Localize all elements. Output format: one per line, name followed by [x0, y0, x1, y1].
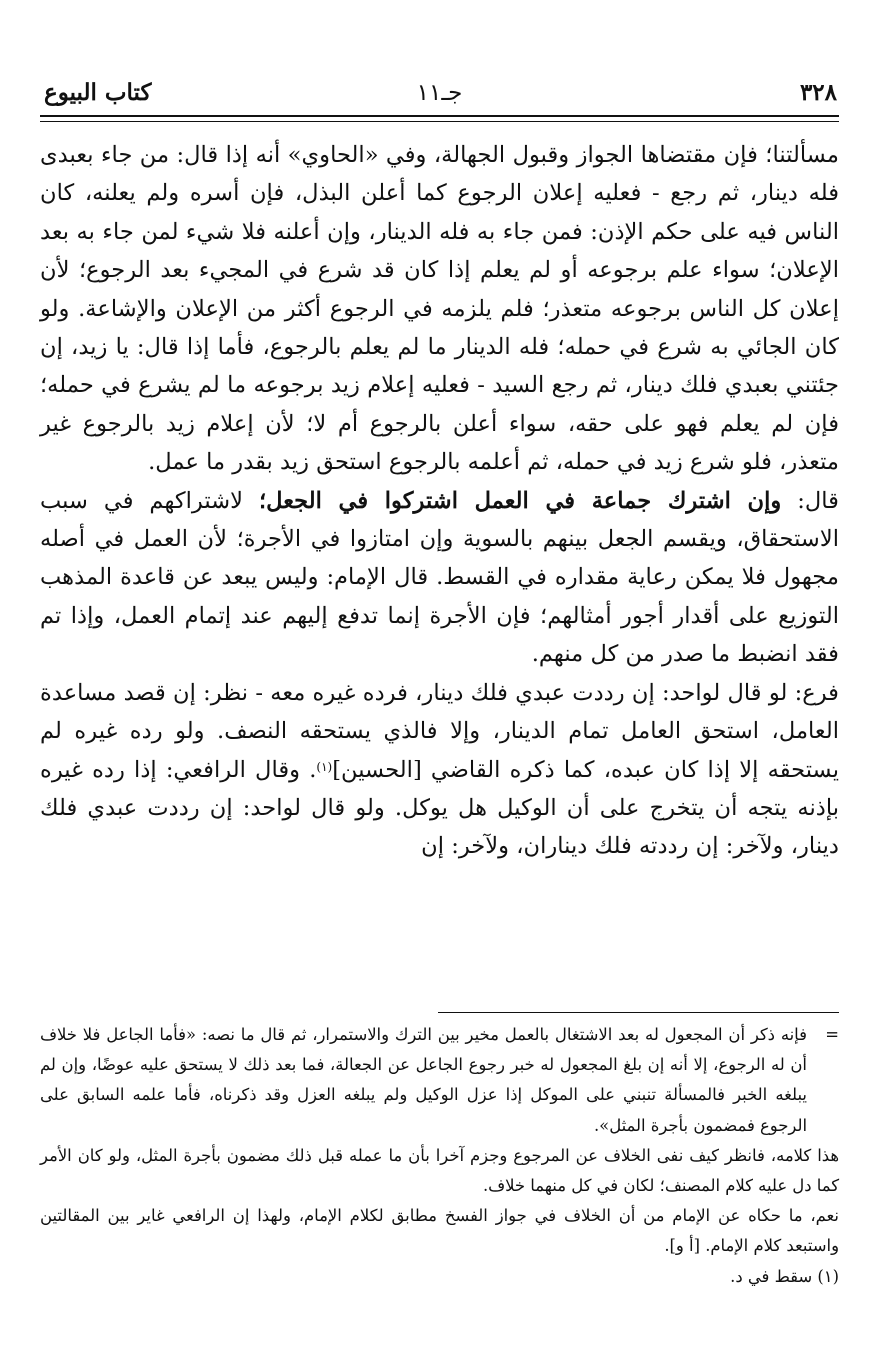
paragraph-2 — [40, 482, 839, 674]
paragraph-2-rest: لاشتراكهم في سبب الاستحقاق، ويقسم الجعل بينهم بالسوية وإن امتازوا في الأجرة؛ لأن العمل في أصله مجهول فلا يمكن رعاية مقداره في القسط. قال الإمام: وليس يبعد عن قاعدة المذهب التوزيع على أقدار أجور أمثالهم؛ فإن الأجرة إنما تدفع إليهم عند إتمام العمل، وإذا تم فقد انضبط ما صدر من كل منهم. — [40, 487, 839, 668]
footnotes — [40, 1020, 839, 1292]
paragraph-3-start: فرع: لو قال لواحد: إن رددت عبدي فلك دينار، فرده غيره معه - نظر: إن قصد مساعدة العامل، استحق العامل تمام الدينار، وإلا فالذي يستحقه النصف. ولو رده غيره لم يستحقه إلا إذا كان عبده، كما ذكره القاضي [الحسين] — [40, 679, 840, 783]
paragraph-1: مسألتنا؛ فإن مقتضاها الجواز وقبول الجهالة، وفي «الحاوي» أنه إذا قال: من جاء بعبدى فله دينار، ثم رجع - فعليه إعلان الرجوع كما أعلن البذل، فإن أسره ولم يعلنه، كان الناس فيه على حكم الإذن: فمن جاء به فله الدينار، وإن أعلنه فلا شيء لمن جاء به بعد الإعلان؛ سواء علم برجوعه أو لم يعلم إذا كان قد شرع في المجيء بعد الرجوع؛ لأن إعلان كل الناس برجوعه متعذر؛ فلم يلزمه في الرجوع أكثر من الإعلان والإشاعة. ولو كان الجائي به شرع في حمله؛ فله الدينار ما لم يعلم بالرجوع، فأما إذا قال: يا زيد، إن جئتني بعبدي فلك دينار، ثم رجع السيد - فعليه إعلام زيد برجوعه ما لم يشرع في حمله؛ فإن لم يعلم فهو على حقه، سواء أعلن بالرجوع أم لا؛ لأن إعلام زيد بالرجوع غير متعذر، فلو شرع زيد في حمله، ثم أعلمه بالرجوع استحق زيد بقدر ما عمل. — [40, 142, 839, 476]
header-rule-thin — [40, 121, 839, 122]
header-rule-thick — [40, 115, 839, 117]
footnote-continuation — [40, 1020, 839, 1141]
footnote-1 — [40, 1262, 839, 1292]
main-text — [40, 136, 839, 866]
footnote-separator — [438, 1012, 839, 1013]
footnote-ref-1[interactable]: (١) — [316, 759, 333, 774]
footnote-1-number: (١) — [817, 1266, 839, 1286]
volume-label: جـ١١ — [416, 80, 463, 106]
paragraph-3 — [40, 674, 839, 866]
paragraph-2-prefix: قال: — [797, 487, 839, 514]
page-number: ٣٢٨ — [799, 79, 837, 106]
footnote-1-text: سقط في د. — [730, 1266, 813, 1286]
footnote-paragraph-3: نعم، ما حكاه عن الإمام من أن الخلاف في جواز الفسخ مطابق لكلام الإمام، ولهذا إن الرافعي غاير بين المقالتين واستبعد كلام الإمام. [أ و]. — [40, 1206, 839, 1256]
page-header — [40, 78, 839, 118]
continuation-marker: = — [825, 1025, 839, 1044]
book-title: كتاب البيوع — [44, 79, 152, 106]
footnote-paragraph-2: هذا كلامه، فانظر كيف نفى الخلاف عن المرجوع وجزم آخرا بأن ما عمله قبل ذلك مضمون بأجرة المثل، ولو كان الأمر كما دل عليه كلام المصنف؛ لكان في كل منهما خلاف. — [40, 1145, 839, 1196]
matn-quote: وإن اشترك جماعة في العمل اشتركوا في الجعل؛ — [258, 487, 782, 514]
footnote-continuation-text: فإنه ذكر أن المجعول له بعد الاشتغال بالعمل مخير بين الترك والاستمرار، ثم قال ما نصه: «فأما الجاعل فلا خلاف أن له الرجوع، إلا أنه إن بلغ المجعول له خبر رجوع الجاعل عن الجعالة، فما بعد ذلك لا يستحق عليه عوضًا، وإن لم يبلغه الخبر فالمسألة تنبني على الموكل إذا عزل الوكيل ولم يبلغه العزل وقد ذكرناه، فأما علمه السابق على الرجوع فمضمون بأجرة المثل». — [40, 1025, 807, 1135]
paragraph-3-end: . وقال الرافعي: إذا رده غيره بإذنه يتجه أن يتخرج على أن الوكيل هل يوكل. ولو قال لواحد: إن رددت عبدي فلك دينار، ولآخر: إن رددته فلك ديناران، ولآخر: إن — [40, 756, 839, 860]
